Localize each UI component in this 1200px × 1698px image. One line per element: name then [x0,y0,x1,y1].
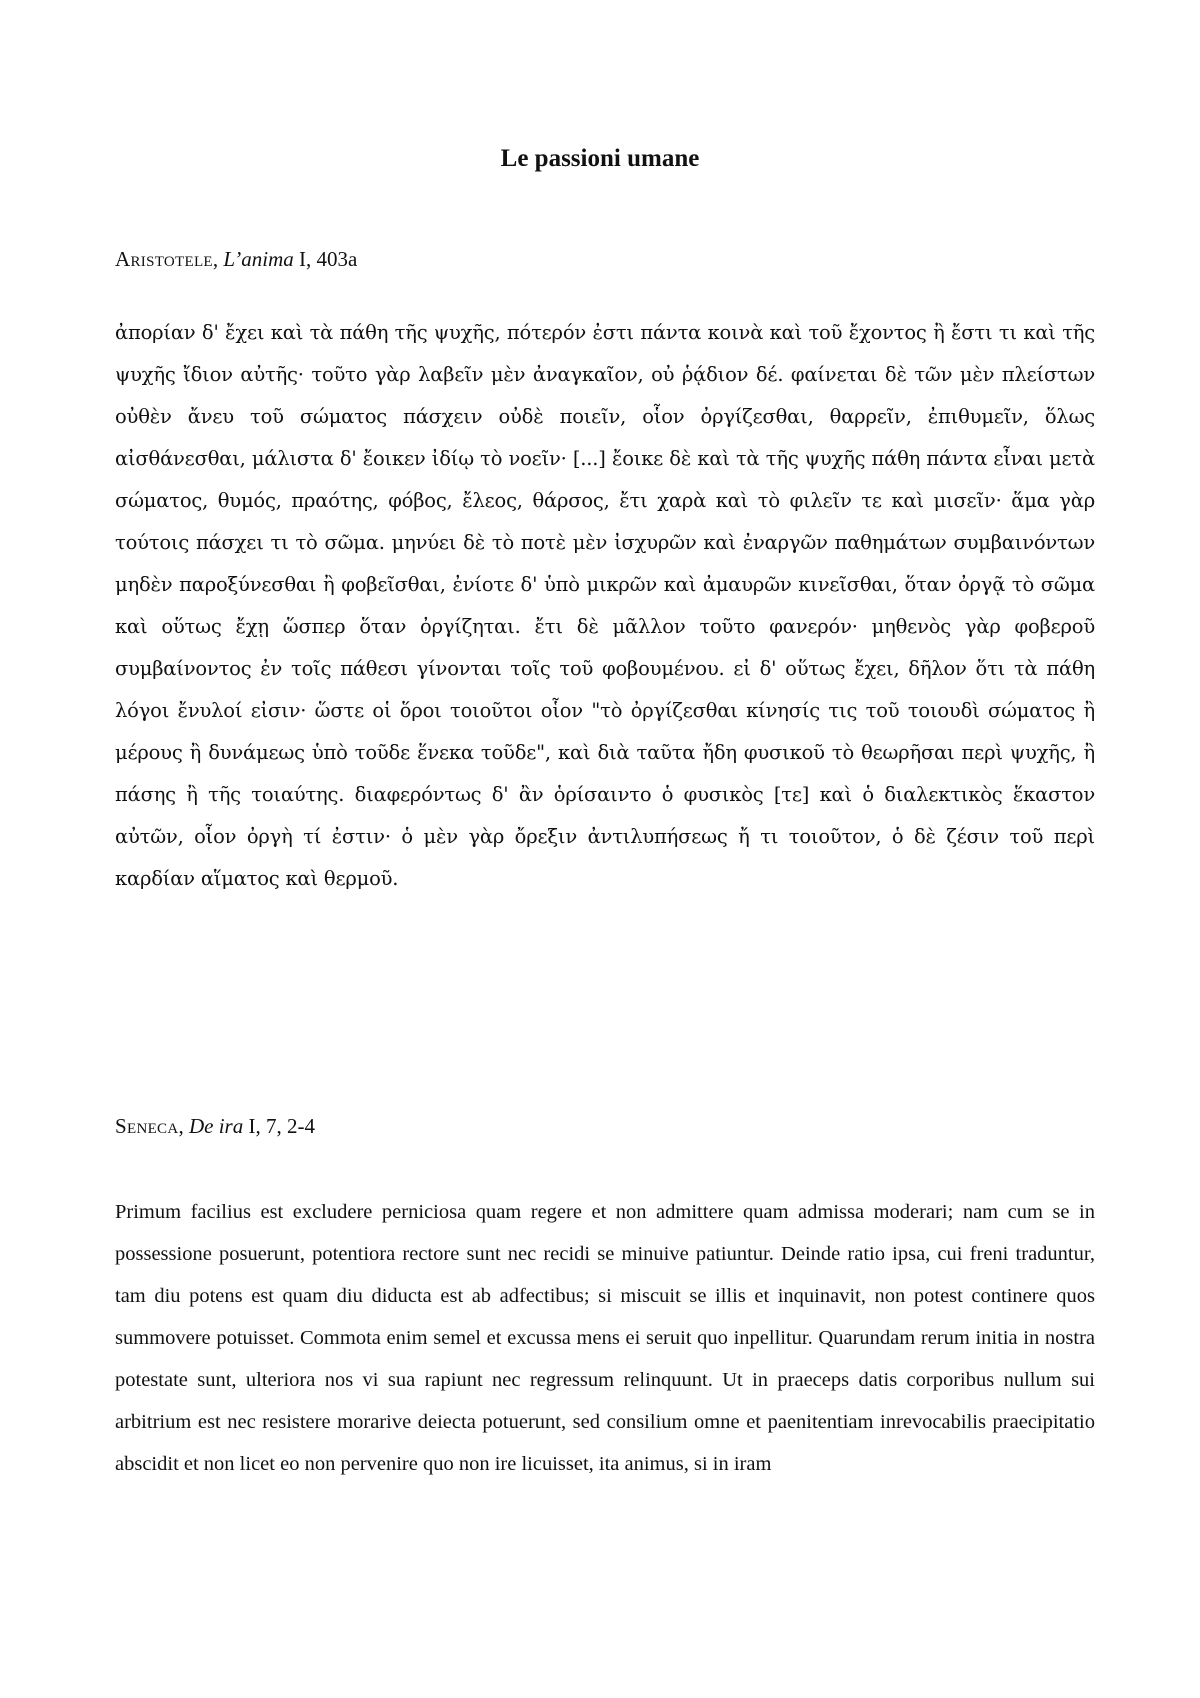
source-citation-aristotle [115,246,1095,272]
greek-passage: ἀπορίαν δ' ἔχει καὶ τὰ πάθη τῆς ψυχῆς, πότερόν ἐστι πάντα κοινὰ καὶ τοῦ ἔχοντος ἢ ἔστι τι καὶ τῆς ψυχῆς ἴδιον αὐτῆς· τοῦτο γὰρ λαβεῖν μὲν ἀναγκαῖον, οὐ ῥᾴδιον δέ. φαίνεται δὲ τῶν μὲν πλείστων οὐθὲν ἄνευ τοῦ σώματος πάσχειν οὐδὲ ποιεῖν, οἷον ὀργίζεσθαι, θαρρεῖν, ἐπιθυμεῖν, ὅλως αἰσθάνεσθαι, μάλιστα δ' ἔοικεν ἰδίῳ τὸ νοεῖν· [...] ἔοικε δὲ καὶ τὰ τῆς ψυχῆς πάθη πάντα εἶναι μετὰ σώματος, θυμός, πραότης, φόβος, ἔλεος, θάρσος, ἔτι χαρὰ καὶ τὸ φιλεῖν τε καὶ μισεῖν· ἅμα γὰρ τούτοις πάσχει τι τὸ σῶμα. μηνύει δὲ τὸ ποτὲ μὲν ἰσχυρῶν καὶ ἐναργῶν παθημάτων συμβαινόντων μηδὲν παροξύνεσθαι ἢ φοβεῖσθαι, ἐνίοτε δ' ὑπὸ μικρῶν καὶ ἀμαυρῶν κινεῖσθαι, ὅταν ὀργᾷ τὸ σῶμα καὶ οὕτως ἔχῃ ὥσπερ ὅταν ὀργίζηται. ἔτι δὲ μᾶλλον τοῦτο φανερόν· μηθενὸς γὰρ φοβεροῦ συμβαίνοντος ἐν τοῖς πάθεσι γίνονται τοῖς τοῦ φοβουμένου. εἰ δ' οὕτως ἔχει, δῆλον ὅτι τὰ πάθη λόγοι ἔνυλοί εἰσιν· ὥστε οἱ ὅροι τοιοῦτοι οἷον "τὸ ὀργίζεσθαι κίνησίς τις τοῦ τοιουδὶ σώματος ἢ μέρους ἢ δυνάμεως ὑπὸ τοῦδε ἕνεκα τοῦδε", καὶ διὰ ταῦτα ἤδη φυσικοῦ τὸ θεωρῆσαι περὶ ψυχῆς, ἢ πάσης ἢ τῆς τοιαύτης. διαφερόντως δ' ἂν ὁρίσαιντο ὁ φυσικὸς [τε] καὶ ὁ διαλεκτικὸς ἕκαστον αὐτῶν, οἷον ὀργὴ τί ἐστιν· ὁ μὲν γὰρ ὄρεξιν ἀντιλυπήσεως ἤ τι τοιοῦτον, ὁ δὲ ζέσιν τοῦ περὶ καρδίαν αἵματος καὶ θερμοῦ. [115,321,1095,890]
latin-passage: Primum facilius est excludere perniciosa quam regere et non admittere quam admissa moderari; nam cum se in possessione posuerunt, potentiora rectore sunt nec recidi se minuive patiuntur. Deinde ratio ipsa, cui freni traduntur, tam diu potens est quam diu diducta est ab adfectibus; si miscuit se illis et inquinavit, non potest continere quos summovere potuisset. Commota enim semel et excussa mens ei seruit quo inpellitur. Quarundam rerum initia in nostra potestate sunt, ulteriora nos vi sua rapiunt nec regressum relinquunt. Ut in praeceps datis corporibus nullum sui arbitrium est nec resistere morarive deiecta potuerunt, sed consilium omne et paenitentiam inrevocabilis praecipitatio abscidit et non licet eo non pervenire quo non ire licuisset, ita animus, si in iram [115,1201,1095,1475]
source-citation-seneca [115,1113,1095,1139]
work-title: De ira [188,1114,244,1138]
author-name: Seneca [115,1114,179,1138]
page-title: Le passioni umane [500,145,700,172]
citation-separator: , [178,1114,184,1138]
citation-separator: , [212,247,219,271]
work-title: L’anima [223,247,294,271]
work-locus: I, 403a [293,247,358,271]
author-name: Aristotele [115,247,213,271]
work-locus: I, 7, 2-4 [243,1114,315,1138]
